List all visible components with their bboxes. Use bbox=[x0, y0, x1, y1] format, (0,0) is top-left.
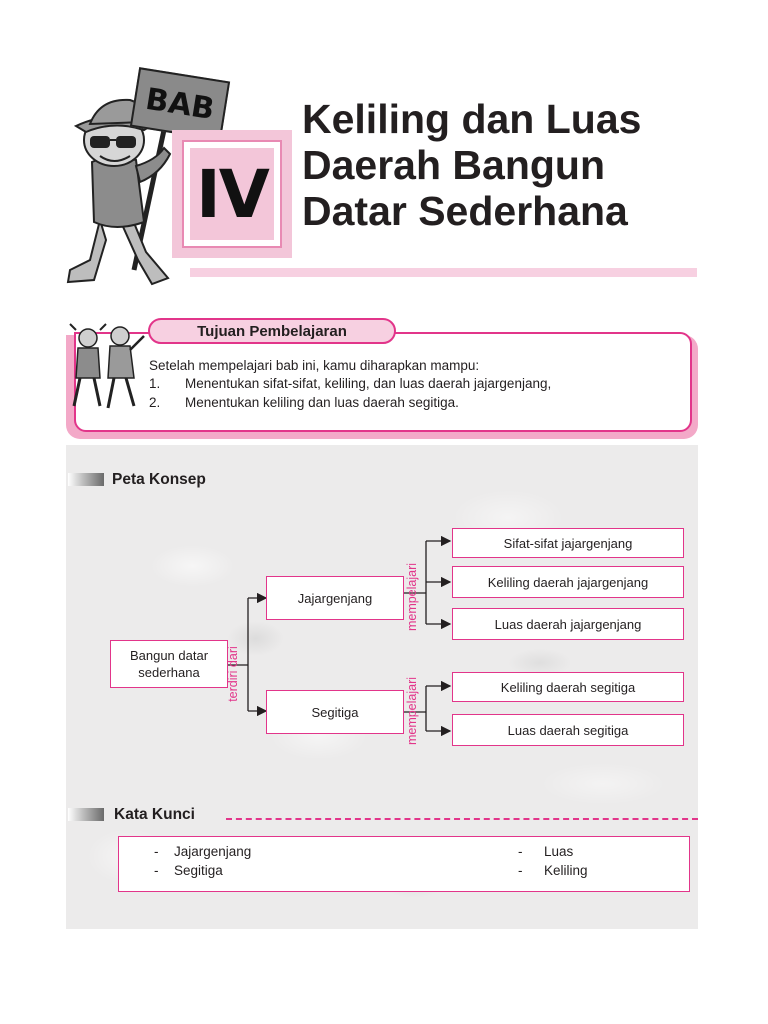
concept-topic: Luas daerah jajargenjang bbox=[452, 608, 684, 640]
chapter-title bbox=[302, 96, 722, 234]
goal-text: Menentukan sifat-sifat, keliling, dan luas daerah jajargenjang, bbox=[185, 376, 552, 391]
students-illustration bbox=[62, 322, 150, 414]
concept-topic: Sifat-sifat jajargenjang bbox=[452, 528, 684, 558]
keywords-heading: Kata Kunci bbox=[114, 806, 195, 823]
goals-intro: Setelah mempelajari bab ini, kamu diharapkan mampu: bbox=[149, 358, 480, 373]
goal-number: 1. bbox=[149, 376, 161, 391]
chapter-title-line: Daerah Bangun bbox=[302, 142, 605, 188]
keyword-text: Keliling bbox=[544, 863, 588, 878]
bab-label: BAB bbox=[143, 81, 217, 127]
keyword-item: - Jajargenjang bbox=[154, 844, 252, 859]
concept-node-jajargenjang: Jajargenjang bbox=[266, 576, 404, 620]
keyword-text: Segitiga bbox=[174, 863, 223, 878]
goal-number: 2. bbox=[149, 395, 161, 410]
goal-item bbox=[149, 376, 551, 391]
chapter-title-line: Keliling dan Luas bbox=[302, 96, 642, 142]
keyword-text: Luas bbox=[544, 844, 574, 859]
goals-heading: Tujuan Pembelajaran bbox=[148, 318, 396, 344]
concept-topic: Keliling daerah jajargenjang bbox=[452, 566, 684, 598]
goal-text: Menentukan keliling dan luas daerah segitiga. bbox=[185, 395, 459, 410]
edge-label-learn: mempelajari bbox=[405, 676, 419, 746]
keyword-item: - Luas bbox=[518, 844, 574, 859]
keyword-text: Jajargenjang bbox=[174, 844, 252, 859]
section-marker-icon bbox=[68, 808, 104, 821]
edge-label-learn: mempelajari bbox=[405, 562, 419, 632]
chapter-number: IV bbox=[190, 148, 274, 240]
keywords-dashed-rule bbox=[226, 818, 698, 820]
concept-topic: Keliling daerah segitiga bbox=[452, 672, 684, 702]
title-underline-bar bbox=[190, 268, 697, 277]
goal-item bbox=[149, 395, 459, 410]
concept-node-segitiga: Segitiga bbox=[266, 690, 404, 734]
keyword-item: - Keliling bbox=[518, 863, 588, 878]
concept-node-root: Bangun datar sederhana bbox=[110, 640, 228, 688]
concept-map-heading: Peta Konsep bbox=[112, 471, 206, 488]
edge-label-consists-of: terdiri dari bbox=[226, 646, 240, 702]
section-marker-icon bbox=[68, 473, 104, 486]
concept-topic: Luas daerah segitiga bbox=[452, 714, 684, 746]
chapter-title-line: Datar Sederhana bbox=[302, 188, 628, 234]
chapter-number-frame bbox=[172, 130, 292, 258]
keyword-item: - Segitiga bbox=[154, 863, 223, 878]
